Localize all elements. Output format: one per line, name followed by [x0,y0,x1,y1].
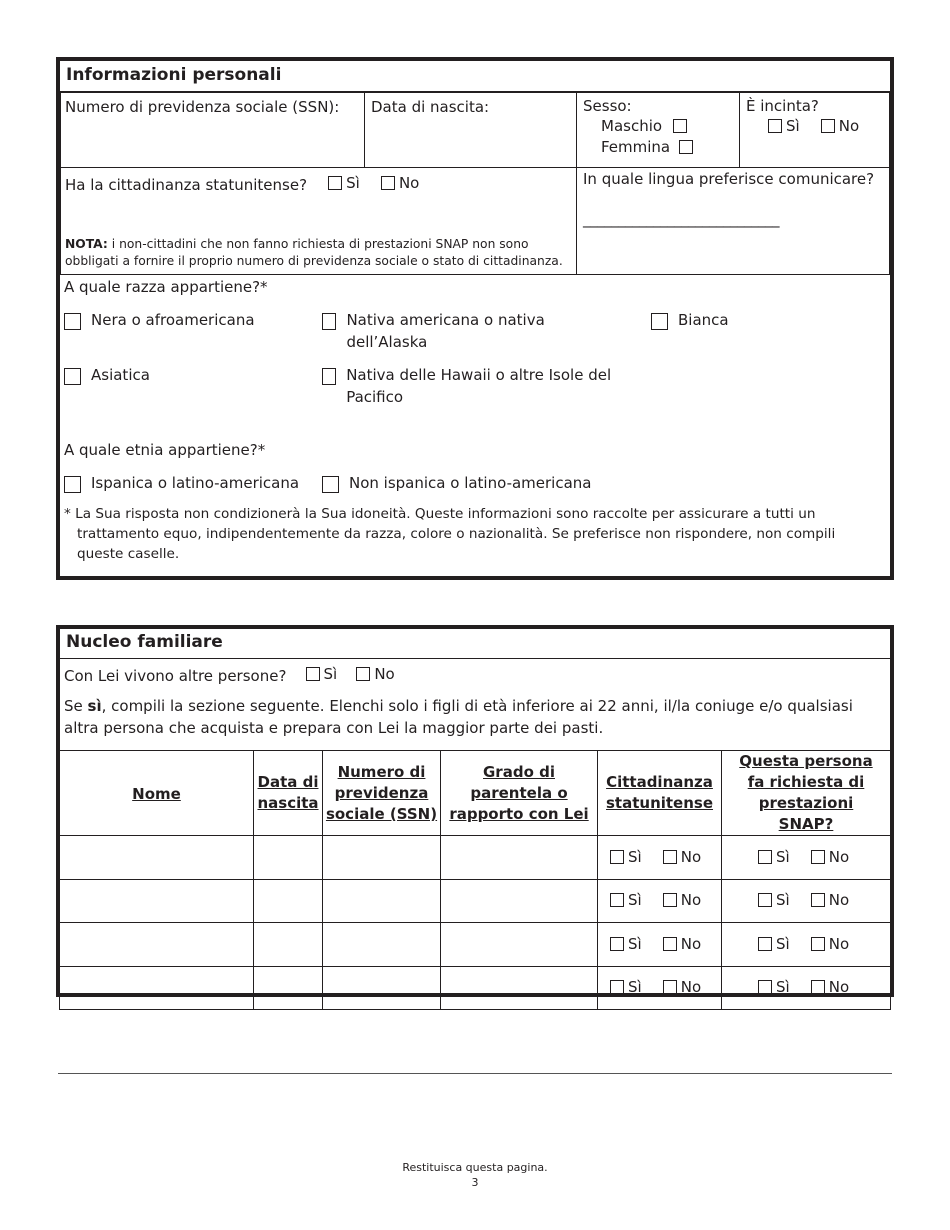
eth-non-hispanic-checkbox[interactable] [322,476,339,493]
race-asian-checkbox[interactable] [64,368,81,385]
pregnant-yes-label: Sì [786,117,800,135]
relation-cell[interactable] [441,880,598,923]
eth-hispanic-label: Ispanica o latino-americana [91,474,300,492]
snap-cell: Sì No [722,836,891,880]
footer-divider [58,1073,892,1074]
household-title: Nucleo familiare [60,629,890,659]
race-white-label: Bianca [678,311,729,329]
eth-hispanic-checkbox[interactable] [64,476,81,493]
sex-male-checkbox[interactable] [673,119,687,133]
dob-cell[interactable] [254,836,323,880]
ssn-cell[interactable] [323,880,441,923]
citizen-cell: Sì No [598,923,722,967]
citizen-cell: Sì No [598,967,722,1010]
pregnant-no-label: No [838,117,860,135]
citizen-no-label: No [398,174,420,192]
snap-no-checkbox[interactable] [811,980,825,994]
race-black-checkbox[interactable] [64,313,81,330]
citizen-yes-checkbox[interactable] [610,893,624,907]
table-row [60,967,891,1010]
citizen-yes-checkbox[interactable] [610,980,624,994]
name-cell[interactable] [60,880,254,923]
household-section [56,625,894,997]
others-no-checkbox[interactable] [356,667,370,681]
sex-male-label: Maschio [601,117,663,135]
citizen-cell: Sì No [598,836,722,880]
ssn-cell[interactable] [323,836,441,880]
household-instructions: Se sì, compili la sezione seguente. Elenchi solo i figli di età inferiore ai 22 anni, il/la coniuge e/o qualsiasi altra persona che acquista e prepara con Lei la maggior parte dei pasti. [64,697,853,737]
citizen-cell: Sì No [598,880,722,923]
snap-yes-checkbox[interactable] [758,893,772,907]
name-cell[interactable] [60,967,254,1010]
race-black-option[interactable] [64,311,255,330]
language-cell [577,168,890,275]
race-white-checkbox[interactable] [651,313,668,330]
race-white-option[interactable] [651,311,729,330]
eth-non-hispanic-option[interactable] [322,474,591,493]
ssn-label: Numero di previdenza sociale (SSN): [65,98,340,116]
race-black-label: Nera o afroamericana [91,311,255,329]
eth-non-hispanic-label: Non ispanica o latino-americana [349,474,592,492]
others-question: Con Lei vivono altre persone? [64,667,287,685]
citizenship-question: Ha la cittadinanza statunitense? [65,176,308,194]
col-header-snap: Questa persona fa richiesta di prestazioni SNAP? [722,751,891,836]
ssn-cell[interactable] [323,967,441,1010]
snap-yes-checkbox[interactable] [758,980,772,994]
citizenship-note: NOTA: i non-cittadini che non fanno richiesta di prestazioni SNAP non sono obbligati a fornire il proprio numero di previdenza sociale o stato di cittadinanza. [65,237,563,268]
race-question: A quale razza appartiene?* [64,278,268,296]
snap-no-checkbox[interactable] [811,937,825,951]
table-row [60,836,891,880]
footer-return-text: Restituisca questa pagina. [402,1161,548,1174]
household-table [59,750,891,1010]
others-yes-label: Sì [323,665,338,683]
col-header-dob: Data di nascita [254,751,323,836]
ssn-cell[interactable] [323,923,441,967]
page-number: 3 [471,1176,479,1189]
col-header-citizen: Cittadinanza statunitense [598,751,722,836]
citizen-no-checkbox[interactable] [663,850,677,864]
race-native-checkbox[interactable] [322,313,336,330]
citizen-no-checkbox[interactable] [381,176,395,190]
race-footnote: * La Sua risposta non condizionerà la Sua idoneità. Queste informazioni sono raccolte per assicurare a tutti un trattamento equo, indipendentemente da razza, colore o nazionalità. Se preferisce non rispondere, non compili queste caselle. [64,506,836,562]
name-cell[interactable] [60,836,254,880]
ethnicity-question: A quale etnia appartiene?* [64,441,266,459]
snap-cell: Sì No [722,967,891,1010]
snap-cell: Sì No [722,923,891,967]
citizen-no-checkbox[interactable] [663,980,677,994]
dob-label: Data di nascita: [371,98,490,116]
table-row [60,923,891,967]
dob-cell[interactable] [254,967,323,1010]
name-cell[interactable] [60,923,254,967]
personal-info-title: Informazioni personali [60,61,890,92]
citizenship-cell [61,168,577,275]
snap-yes-checkbox[interactable] [758,937,772,951]
language-question: In quale lingua preferisce comunicare? [583,170,875,188]
others-yes-checkbox[interactable] [306,667,320,681]
race-asian-option[interactable] [64,366,150,385]
dob-cell[interactable] [254,880,323,923]
race-asian-label: Asiatica [91,366,150,384]
pregnant-cell [740,93,890,168]
snap-no-checkbox[interactable] [811,893,825,907]
relation-cell[interactable] [441,836,598,880]
personal-info-section [56,57,894,580]
language-input-line[interactable]: ____________________________ [583,210,779,228]
others-row [60,659,890,691]
col-header-ssn: Numero di previdenza sociale (SSN) [323,751,441,836]
citizen-yes-checkbox[interactable] [328,176,342,190]
citizen-yes-label: Sì [346,174,360,192]
race-hawaiian-option[interactable] [322,366,612,408]
race-native-label: Nativa americana o nativa dell’Alaska [346,311,545,351]
citizen-yes-checkbox[interactable] [610,937,624,951]
sex-female-checkbox[interactable] [679,140,693,154]
others-no-label: No [374,665,395,683]
citizen-no-checkbox[interactable] [663,937,677,951]
snap-no-checkbox[interactable] [811,850,825,864]
table-row [60,880,891,923]
col-header-name: Nome [60,751,254,836]
citizen-no-checkbox[interactable] [663,893,677,907]
pregnant-no-checkbox[interactable] [821,119,835,133]
sex-label: Sesso: [583,97,632,115]
race-native-option[interactable] [322,311,582,353]
dob-cell[interactable] [254,923,323,967]
sex-cell [577,93,740,168]
eth-hispanic-option[interactable] [64,474,299,493]
col-header-relation: Grado di parentela o rapporto con Lei [441,751,598,836]
race-hawaiian-checkbox[interactable] [322,368,336,385]
dob-field[interactable] [365,93,577,168]
race-ethnicity-area [60,275,890,575]
ssn-field[interactable] [61,93,365,168]
race-hawaiian-label: Nativa delle Hawaii o altre Isole del Pacifico [346,366,612,406]
snap-yes-checkbox[interactable] [758,850,772,864]
pregnant-yes-checkbox[interactable] [768,119,782,133]
pregnant-label: È incinta? [746,97,819,115]
citizen-yes-checkbox[interactable] [610,850,624,864]
relation-cell[interactable] [441,923,598,967]
relation-cell[interactable] [441,967,598,1010]
snap-cell: Sì No [722,880,891,923]
sex-female-label: Femmina [601,138,671,156]
